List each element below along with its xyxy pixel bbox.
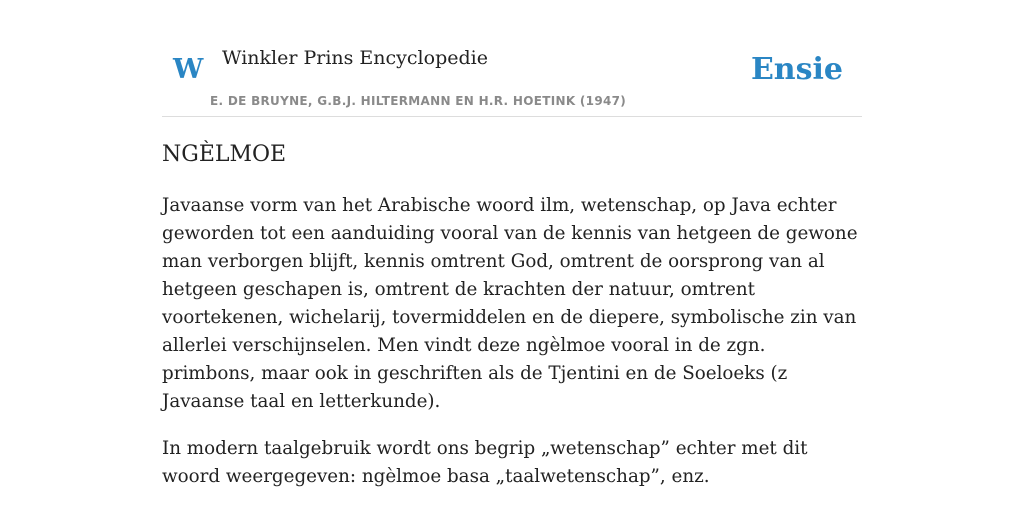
entry-title: NGÈLMOE [162, 142, 287, 167]
source-authors: E. DE BRUYNE, G.B.J. HILTERMANN EN H.R. HOETINK (1947) [210, 94, 627, 108]
winkler-prins-logo[interactable]: W [173, 54, 204, 85]
entry-paragraph: Javaanse vorm van het Arabische woord ilm, wetenschap, op Java echter geworden tot een aanduiding vooral van de kennis van hetgeen de gewone man verborgen blijft, kennis omtrent God, omtrent de oorsprong van al hetgeen geschapen is, omtrent de krachten der natuur, omtrent voortekenen, wichelarij, tovermiddelen en de diepere, symbolische zin van allerlei verschijnselen. Men vindt deze ngèlmoe vooral in de zgn. primbons, maar ook in geschriften als de Tjentini en de Soeloeks (z Javaanse taal en letterkunde). [162, 195, 858, 412]
entry-paragraph: In modern taalgebruik wordt ons begrip „wetenschap” echter met dit woord weergegeven: ngèlmoe basa „taalwetenschap”, enz. [162, 438, 808, 487]
encyclopedia-header [162, 0, 862, 117]
ensie-logo-link[interactable]: Ensie [750, 52, 843, 87]
entry-body [162, 192, 864, 510]
source-title[interactable]: Winkler Prins Encyclopedie [222, 47, 488, 69]
